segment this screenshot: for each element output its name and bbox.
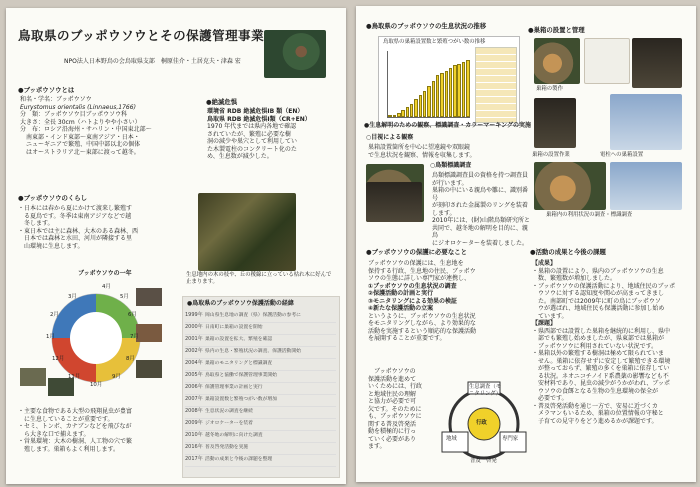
trend-bar bbox=[457, 64, 461, 117]
history-row: 2017年 活動の成果と今後の課題を整理 bbox=[185, 455, 336, 467]
nestbox-photo-3 bbox=[632, 38, 682, 88]
protect-block-2: ブッポウソウの 保護活動を進めて いくためには、行政 と地域住民の理解 と協力が必要で可 欠です。そのために も、ブッポウソウに 関する普及啓発活 動を積極的に行っ ていく必要があり ます。 bbox=[368, 368, 423, 450]
observe-block-2: 鳥類標識調査員の資格を持つ調査員 が行います。 巣箱の中にいる親鳥や雛に、識別番号 が刻印された金属製のリングを装着 します。 2010年には、(財)山階鳥類研究所と 共同で、越冬地の解明を目的に、親鳥 にジオロケーターを装着しました。 bbox=[432, 172, 530, 247]
trend-data-table bbox=[475, 47, 517, 123]
nestbox-photo-7 bbox=[610, 162, 682, 210]
history-panel bbox=[182, 296, 340, 478]
forest-caption: 生息地内の木の枝や、丘の稜線に立っている枯れ木に好んで止まります。 bbox=[186, 272, 332, 285]
trend-bar bbox=[414, 99, 418, 117]
nestbox-caption-3: 電柱への巣箱設置 bbox=[600, 152, 644, 158]
nestbox-photo-5 bbox=[610, 94, 682, 150]
observe-heading: ●生息解明のための観察、標識調査・カラーマーキングの実施 bbox=[364, 122, 532, 129]
about-heading: ●ブッポウソウとは bbox=[18, 86, 75, 94]
trend-bar bbox=[393, 115, 397, 117]
history-table bbox=[183, 311, 339, 475]
trend-bar bbox=[419, 95, 423, 117]
bird-photo bbox=[264, 30, 326, 78]
trend-bar bbox=[445, 71, 449, 117]
observe-photo-2 bbox=[366, 182, 422, 222]
trend-bar bbox=[440, 73, 444, 117]
history-row: 2016年 普及啓発活動を実施 bbox=[185, 443, 336, 455]
nestbox-photo-2 bbox=[584, 38, 630, 84]
protection-cycle-labels: 生息調査（モニタリング） 行政 地域 専門家 普及 啓発 bbox=[446, 384, 519, 464]
trend-bar bbox=[427, 86, 431, 117]
nestbox-photo-6 bbox=[534, 162, 606, 210]
trend-bar bbox=[449, 68, 453, 118]
protect-block: ブッポウソウの保護には、生息地を 保持する行政、生息地の住民、ブッポウ ソウの生態に詳しい専門家が連携し、 ①ブッポウソウの生息状況の調査 ②保護活動の計画と実行 ③モニタリングによる効果の検証 ④新たな保護活動の立案 というように、ブッポウソウの生息状況 をモニタリングしながら、より効果的な 活動を実施するという順応的な保護活動 を展開することが重要です。 bbox=[368, 260, 477, 342]
poster-title: 鳥取県のブッポウソウとその保護管理事業 bbox=[18, 28, 265, 43]
trend-bar bbox=[453, 65, 457, 117]
history-row: 2010年 越冬地の解明に向けた調査 bbox=[185, 431, 336, 443]
trend-bar bbox=[436, 75, 440, 117]
trend-bar bbox=[397, 113, 401, 117]
nestbox-heading: ●巣箱の設置と管理 bbox=[528, 26, 585, 34]
food-block: ・主要な食物である大型の飛翔昆虫が豊富 に生息していることが重要です。 ・セミ、トンボ、カナブンなどを飛びなが ら大きな口で捕えます。 ・営巣環境：大木の樹洞、人工物の穴で繁 殖します。巣箱もよく利用します。 bbox=[18, 408, 133, 453]
poster-right bbox=[356, 6, 696, 482]
protect-heading: ●ブッポウソウの保護に必要なこと bbox=[366, 248, 467, 256]
trend-heading: ●鳥取県のブッポウソウの生息状況の推移 bbox=[366, 22, 487, 30]
endangered-heading: ●絶滅危惧 bbox=[206, 98, 238, 106]
history-row: 1999年 岡山県生息地の調査（県）保護活動の参考に bbox=[185, 311, 336, 323]
history-row: 2005年 鳥取県と協働で保護管理事業開始 bbox=[185, 371, 336, 383]
authors: NPO法人日本野鳥の会鳥取県支部 桐原佳介・土居克夫・津森 宏 bbox=[64, 58, 241, 65]
trend-bar bbox=[462, 62, 466, 117]
life-block: ・日本には春から夏にかけて渡来し繁殖す る夏鳥です。冬季は東南アジアなどで越 冬します。 ・東日本では主に森林、大木のある森林、西 日本では森林と水田、河川が隣接する里 山環境に生息します。 bbox=[18, 205, 139, 250]
trend-chart bbox=[378, 36, 520, 126]
cycle-title: ブッポウソウの一年 bbox=[78, 270, 132, 277]
history-row: 2000年 日南町に巣箱の設置を開始 bbox=[185, 323, 336, 335]
observe-sub2: ○鳥類標識調査 bbox=[430, 162, 472, 169]
history-row: 2006年 保護管理事業の計画と実行 bbox=[185, 383, 336, 395]
forest-photo bbox=[198, 193, 296, 271]
trend-bar bbox=[466, 60, 470, 117]
trend-bar bbox=[388, 115, 392, 117]
trend-bar bbox=[432, 81, 436, 117]
history-heading: ●鳥取県のブッポウソウ保護活動の経緯 bbox=[187, 300, 294, 307]
results-heading: ●活動の成果と今後の課題 bbox=[530, 248, 606, 256]
trend-bar bbox=[401, 110, 405, 117]
history-row: 2009年 ジオロケーターを装着 bbox=[185, 419, 336, 431]
life-heading: ●ブッポウソウのくらし bbox=[18, 194, 88, 202]
endangered-block: 環境省 RDB 絶滅危惧ⅠB 類（EN） 鳥取県 RDB 絶滅危惧Ⅰ類（CR+EN） 1970 年代までは県内各地で確認 されていたが、繁殖に必要な樹 洞の減少や巣穴として利用してい た木製電柱のコンクリート化のた め、生息数が減少した。 bbox=[207, 108, 311, 160]
history-row: 2007年 巣箱設置数と繁殖つがい数が増加 bbox=[185, 395, 336, 407]
observe-sub1: ○目視による観察 bbox=[366, 134, 414, 141]
observe-block-1: 巣箱設置箇所を中心に望遠鏡や双眼鏡 で生息状況を観察、情報を収集します。 bbox=[368, 144, 476, 159]
trend-plot-area bbox=[387, 51, 470, 118]
history-row: 2001年 巣箱の設置を拡大、繁殖を確認 bbox=[185, 335, 336, 347]
trend-bar bbox=[410, 104, 414, 117]
nestbox-caption-1: 巣箱の製作 bbox=[536, 86, 563, 92]
results-block: 【成果】 ・巣箱の設置により、県内のブッポウソウの生息 数、繁殖数が増加しました。 ・ブッポウソウの保護活動により、地域住民のブッポ ウソウに対する認知度や関心が高まってきまし た。南部町では2009年に町の鳥にブッポウソ ウが選ばれ、地域住民も保護活動に参加し始め ています。 【課題】 ・県西部では設置した巣箱を継続的に利用し、県中 部でも繁殖し始めましたが、県東部では巣箱が ブッポウソウに利用されていない状況です。 ・巣箱以外の繁殖する樹洞は極めて限られていま せん。巣箱に依存せずに安定して繁殖できる環境 が整っておらず、繁殖の多くを巣箱に依存してい る状況。ネオニコチノイド系農薬の影響なども不 安材料であり、昆虫の減少がうかがわれ、ブッポ ウソウの食餌となる生物の生息環境の保全が 必要です。 ・普及啓発活動を通じ一方で、安易に近づくカ メラマンもいるため、巣箱の位置情報の守秘と 子育ての見守りをどう進めるかが課題です。 bbox=[532, 260, 676, 425]
nestbox-caption-2: 巣箱の設置作業 bbox=[532, 152, 570, 158]
trend-chart-label: 鳥取県の巣箱設置数と繁殖つがい数の推移 bbox=[383, 39, 486, 45]
history-row: 2002年 県内の生息・繁殖状況の調査、保護活動開始 bbox=[185, 347, 336, 359]
nestbox-photo-4 bbox=[534, 98, 576, 148]
nestbox-caption-4: 巣箱内の利用状況の調査・標識調査 bbox=[546, 212, 633, 218]
history-row: 2008年 生息状況の調査を継続 bbox=[185, 407, 336, 419]
nestbox-photo-1 bbox=[534, 38, 580, 84]
cycle-month-labels: 4月 5月 6月 7月 8月 9月 10月 11月 12月 1月 2月 3月 bbox=[46, 284, 139, 388]
poster-left bbox=[6, 8, 346, 484]
trend-bar bbox=[423, 91, 427, 117]
history-row: 2004年 巣箱のモニタリングと標識調査 bbox=[185, 359, 336, 371]
about-block: 和名・学名：ブッポウソウ Eurystomus orientalis (Linnaeus,1766) 分 類：ブッポウソウ目ブッポウソウ科 大きさ：全長 30cm（ハトよりやや小さい） 分 布：ロシア沿海州・サハリン・中国東北部～ 南東部・インド東部～東南アジア・日本・ ニューギニアで繁殖、中国中部以北の個体 はオーストラリア北～東部に渡って越冬。 bbox=[20, 96, 152, 156]
trend-bar bbox=[406, 107, 410, 117]
